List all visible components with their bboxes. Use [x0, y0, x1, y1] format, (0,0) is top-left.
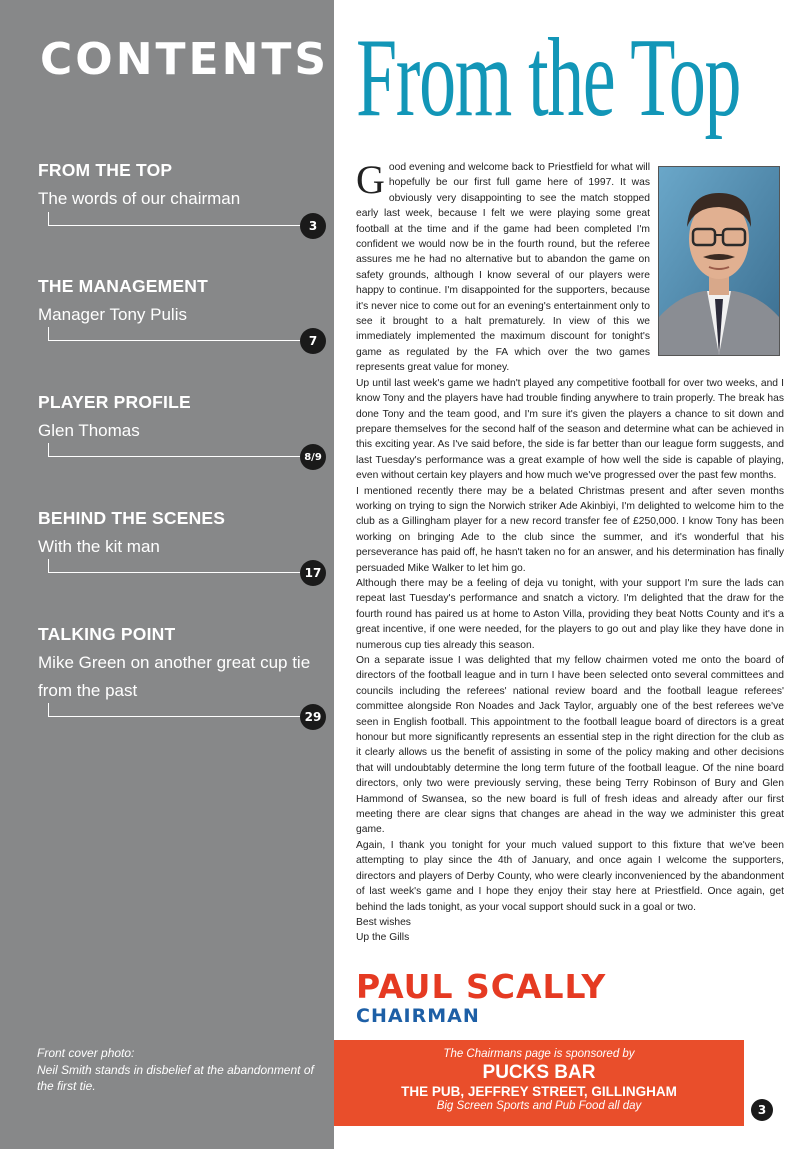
article-paragraph: I mentioned recently there may be a belated Christmas present and after seven months working on trying to sign the Norwich striker Ade Akinbiyi, I'm delighted to welcome him to the club as a Gillingham player for a new record transfer fee of £250,000. I know Tony has been working on bringing Ade to the club since the summer, and it's wonderful that his perseverance has paid off, he hasn't taken no for an answer, and his determination has finally persuaded Mike Walker to let him go. [356, 485, 784, 574]
entry-rule [48, 559, 301, 573]
cover-photo-caption [37, 1045, 317, 1095]
closing-line: Up the Gills [356, 932, 410, 944]
article-paragraph: Although there may be a feeling of deja vu tonight, with your support I'm sure the lads can repeat last Tuesday's performance and snatch a victory. I'm delighted that the draw for the fourth round has paired us at home to Aston Villa, providing they beat Notts County and it's a great incentive, if one were needed, for the players to go out and play like they have done in numerous cup ties already this season. [356, 577, 784, 651]
entry-rule [48, 443, 301, 457]
entry-heading: BEHIND THE SCENES [38, 508, 226, 528]
entry-description: With the kit man [38, 537, 160, 556]
entry-heading: TALKING POINT [38, 624, 176, 644]
article-paragraph: Up until last week's game we hadn't played any competitive football for over two weeks, and I know Tony and the players have had trouble finding anywhere to train properly. The break has done Tony and the team good, and I'm sure it's given the players a chance to sit down and prepare themselves for the second half of the season and determine what can be achieved in this exciting year. As I've said before, the side is far better than our league form suggests, and last Tuesday's performance was a great example of how well the side is capable of playing, even without certain key players and how much we've progressed over the past few months. [356, 377, 784, 482]
page-number-badge[interactable]: 29 [300, 704, 326, 730]
signature-title: CHAIRMAN [356, 1005, 480, 1027]
contents-title: CONTENTS [40, 34, 330, 85]
entry-description: The words of our chairman [38, 189, 241, 208]
article-body [356, 157, 784, 946]
drop-cap: G [356, 157, 385, 202]
page-number-badge[interactable]: 7 [300, 328, 326, 354]
entry-heading: FROM THE TOP [38, 160, 173, 180]
sponsor-tagline: Big Screen Sports and Pub Food all day [436, 1100, 642, 1112]
sponsor-intro: The Chairmans page is sponsored by [443, 1048, 635, 1060]
entry-heading: THE MANAGEMENT [38, 276, 209, 296]
signature-name: PAUL SCALLY [356, 967, 607, 1006]
page-number-badge[interactable]: 17 [300, 560, 326, 586]
contents-entry[interactable] [38, 508, 328, 561]
contents-entry[interactable] [38, 624, 328, 705]
contents-entry[interactable] [38, 160, 328, 213]
entry-rule [48, 703, 301, 717]
entry-description: Mike Green on another great cup tie from the past [38, 653, 311, 700]
entry-description: Glen Thomas [38, 421, 140, 440]
closing-line: Best wishes [356, 916, 411, 928]
entry-description: Manager Tony Pulis [38, 305, 187, 324]
entry-rule [48, 212, 301, 226]
page-title: From the Top [356, 16, 741, 140]
sponsor-banner [334, 1040, 744, 1126]
sponsor-address: THE PUB, JEFFREY STREET, GILLINGHAM [401, 1084, 677, 1099]
caption-text: Neil Smith stands in disbelief at the abandonment of the first tie. [37, 1062, 314, 1093]
contents-entry[interactable] [38, 276, 328, 329]
article-paragraph: On a separate issue I was delighted that my fellow chairmen voted me onto the board of directors of the football league and in turn I have been selected onto several committees and councils including the referees' national review board and the football league referees' committee alongside Ron Noades and Jack Taylor, arguably one of the best referees we've seen in English football. This appointment to the football league board of directors is a great honour but more significantly represents an essential step in the right direction for the club as it clearly allows us the benefit of assisting in some of the policy making and other decisions that will undoubtably determine the long term future of the football league. Of the nine board directors, only two were previously serving, these being Terry Robinson of Bury and Glen Hammond of Swansea, so the new board is full of fresh ideas and already after our first meeting there are clear signs that changes are ahead in the way we administer this great game. [356, 655, 784, 836]
page-number: 3 [751, 1099, 773, 1121]
entry-rule [48, 327, 301, 341]
article-paragraph: Good evening and welcome back to Priestfield for what will hopefully be our first full game here of 1997. It was obviously very disappointing to see the match stopped early last week, because I felt we were playing some great football at the time and if the game had been completed I'm confident we would now be in the fourth round, but the referee assures me he had no alternative but to abandon the game on safety grounds, although I know several of our players were happy to continue. I'm disappointed for the supporters, because it's never nice to come out for an evening's entertainment only to see it brought to a halt prematurely. In view of this we immediately implemented the maximum discount for tonight's game as regulated by the FA which over the two games represents great value for money. [356, 157, 650, 374]
page-number-badge[interactable]: 8/9 [300, 444, 326, 470]
page-number-badge[interactable]: 3 [300, 213, 326, 239]
caption-label: Front cover photo: [37, 1046, 135, 1060]
entry-heading: PLAYER PROFILE [38, 392, 191, 412]
contents-panel [0, 0, 334, 1149]
article-paragraph: Again, I thank you tonight for your much valued support to this fixture that we've been attempting to play since the 4th of January, and once again I welcome the supporters, directors and players of Derby County, who were clearly inconvenienced by the abandonment of last week's game and I hope they enjoy their stay here at Priestfield. Once again, get behind the lads tonight, as your vocal support should suck in a goal or two. [356, 839, 784, 913]
sponsor-name: PUCKS BAR [482, 1062, 596, 1083]
contents-entry[interactable] [38, 392, 328, 445]
